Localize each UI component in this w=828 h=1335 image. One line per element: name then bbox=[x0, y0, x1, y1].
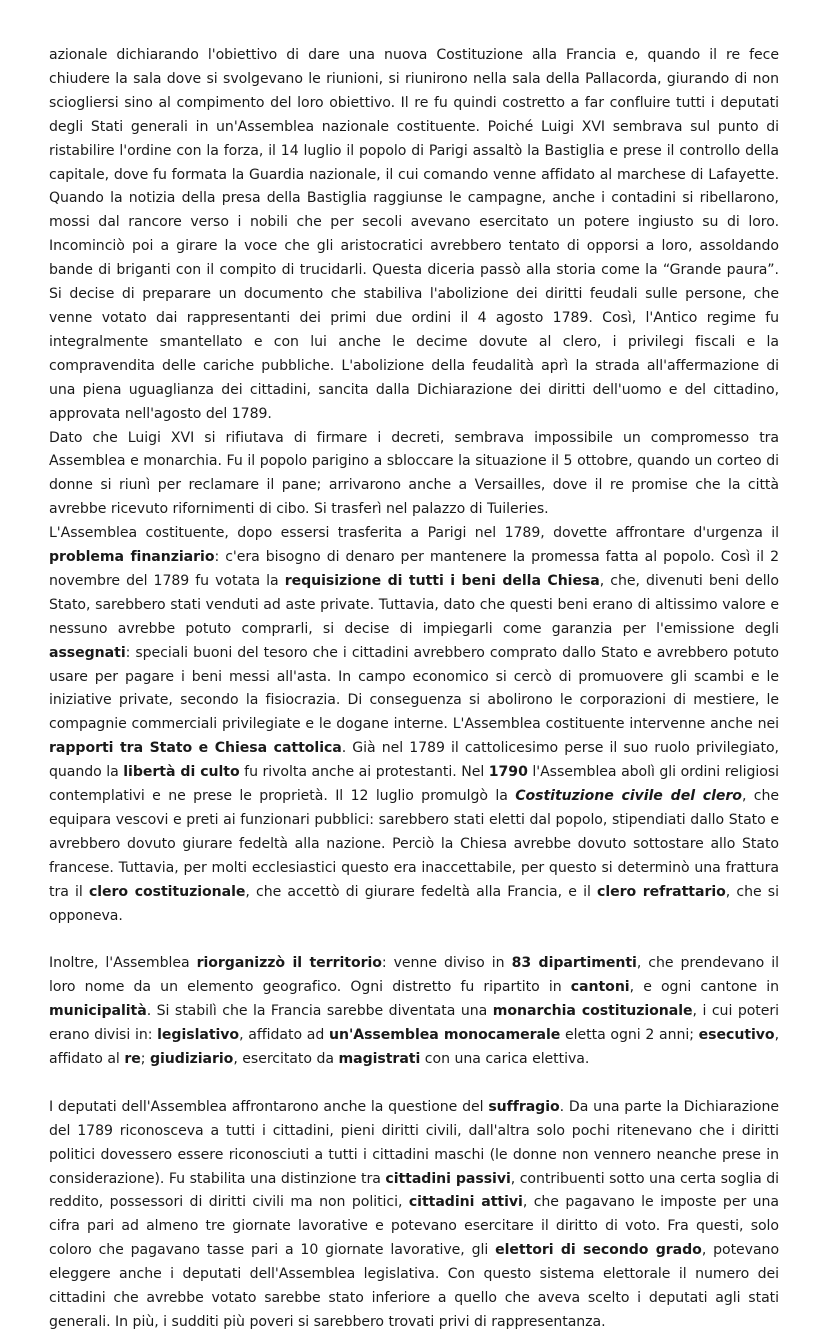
bold-term: rapporti tra Stato e Chiesa cattolica bbox=[49, 740, 342, 757]
text-run: . Si stabilì che la Francia sarebbe diventata una bbox=[146, 1003, 493, 1020]
bold-term: 1790 bbox=[488, 764, 528, 781]
paragraph bbox=[49, 952, 779, 1072]
text-run: , e ogni cantone in bbox=[629, 979, 779, 996]
text-run: , che accettò di giurare fedeltà alla Francia, e il bbox=[245, 883, 598, 900]
bold-term: elettori di secondo grado bbox=[495, 1242, 702, 1259]
bold-term: esecutivo bbox=[698, 1027, 775, 1044]
bold-term: re bbox=[124, 1051, 141, 1068]
bold-term: assegnati bbox=[49, 644, 126, 661]
text-run: , che pagavano le imposte per una cifra pari ad almeno tre giornate lavorative e potevano esercitare il diritto di voto. Fra questi, solo coloro che pagavano tasse pari a 10 giornate lavorative, gli bbox=[49, 1194, 780, 1259]
text-run: , che, divenuti beni dello Stato, sarebbero stati venduti ad aste private. Tuttavia, dato che questi beni erano di altissimo valore e nessuno avrebbe potuto comprarli, si decise di impiegarli come garanzia per l'emissione degli bbox=[49, 572, 779, 637]
bold-term: suffragio bbox=[488, 1098, 560, 1115]
bold-term: requisizione di tutti i beni della Chiesa bbox=[284, 572, 600, 589]
bold-term: monarchia costituzionale bbox=[492, 1003, 693, 1020]
text-run: , esercitato da bbox=[233, 1051, 339, 1068]
text-run: , contribuenti sotto una certa soglia di reddito, possessori di diritti civili ma non politici, bbox=[49, 1170, 779, 1211]
text-run: Inoltre, l'Assemblea bbox=[49, 955, 197, 972]
text-run: , che si opponeva. bbox=[49, 883, 779, 924]
text-run: azionale dichiarando l'obiettivo di dare una nuova Costituzione alla Francia e, quando il re fece chiudere la sala dove si svolgevano le riunioni, si riunirono nella sala della Pallacorda, giurando di non sciogliersi sino al compimento del loro obiettivo. Il re fu quindi costretto a far confluire tutti i deputati degli Stati generali in un'Assemblea nazionale costituente. Poiché Luigi XVI sembrava sul punto di ristabilire l'ordine con la forza, il 14 luglio il popolo di Parigi assaltò la Bastiglia e prese il controllo della capitale, dove fu formata la Guardia nazionale, il cui comando venne affidato al marchese di Lafayette. Quando la notizia della presa della Bastiglia raggiunse le campagne, anche i contadini si ribellarono, mossi dal rancore verso i nobili che per secoli avevano esercitato un potere ingiusto su di loro. Incominciò poi a girare la voce che gli aristocratici avrebbero tentato di opporsi a loro, assoldando bande di briganti con il compito di trucidarli. Questa diceria passò alla storia come la “Grande paura”. Si decise di preparare un documento che stabiliva l'abolizione dei diritti feudali sulle persone, che venne votato dai rappresentanti dei primi due ordini il 4 agosto 1789. Così, l'Antico regime fu integralmente smantellato e con lui anche le decime dovute al clero, i privilegi fiscali e la compravendita delle cariche pubbliche. L'abolizione della feudalità aprì la strada all'affermazione di una piena uguaglianza dei cittadini, sancita dalla Dichiarazione dei diritti dell'uomo e del cittadino, approvata nell'agosto del 1789. bbox=[49, 47, 779, 422]
text-run: : speciali buoni del tesoro che i cittadini avrebbero comprato dallo Stato e avrebbero potuto usare per pagare i beni messi all'asta. In campo economico si cercò di promuovere gli scambi e le iniziative private, secondo la fisiocrazia. Di conseguenza si abolirono le corporazioni di mestiere, le compagnie commerciali privilegiate e le dogane interne. L'Assemblea costituente intervenne anche nei bbox=[49, 644, 779, 733]
bold-term: giudiziario bbox=[149, 1051, 234, 1068]
bold-term: clero costituzionale bbox=[88, 883, 246, 900]
text-run: Dato che Luigi XVI si rifiutava di firmare i decreti, sembrava impossibile un compromesso tra Assemblea e monarchia. Fu il popolo parigino a sbloccare la situazione il 5 ottobre, quando un corteo di donne si riunì per reclamare il pane; arrivarono anche a Versailles, dove il re promise che la città avrebbe ricevuto rifornimenti di cibo. Si trasferì nel palazzo di Tuileries. bbox=[49, 429, 779, 518]
bold-term: un'Assemblea monocamerale bbox=[329, 1027, 561, 1044]
text-run: , potevano eleggere anche i deputati dell'Assemblea legislativa. Con questo sistema elettorale il numero dei cittadini che avrebbe votato sarebbe stato inferiore a quello che aveva scelto i deputati agli stati generali. In più, i sudditi più poveri si sarebbero trovati privi di rappresentanza. bbox=[49, 1242, 780, 1330]
text-run: con una carica elettiva. bbox=[420, 1051, 590, 1068]
text-run: , i cui poteri erano divisi in: bbox=[49, 1003, 779, 1044]
bold-term: cittadini passivi bbox=[385, 1170, 511, 1187]
text-run: : venne diviso in bbox=[381, 955, 512, 972]
bold-italic-term: Costituzione civile del clero bbox=[515, 788, 742, 805]
text-run: . Da una parte la Dichiarazione del 1789 riconosceva a tutti i cittadini, pieni diritti civili, dall'altra solo pochi ritenevano che i diritti politici dovessero essere riconosciuti a tutti i cittadini maschi (le donne non vennero neanche prese in considerazione). Fu stabilita una distinzione tra bbox=[49, 1098, 780, 1187]
bold-term: cantoni bbox=[570, 979, 630, 996]
text-run: eletta ogni 2 anni; bbox=[560, 1027, 699, 1044]
bold-term: libertà di culto bbox=[123, 764, 240, 781]
paragraph bbox=[49, 522, 779, 928]
text-run: : c'era bisogno di denaro per mantenere la promessa fatta al popolo. Così il 2 novembre del 1789 fu votata la bbox=[49, 549, 779, 589]
text-run: . Già nel 1789 il cattolicesimo perse il suo ruolo privilegiato, quando la bbox=[49, 740, 779, 781]
paragraph bbox=[49, 427, 779, 523]
bold-term: problema finanziario bbox=[49, 549, 215, 566]
bold-term: magistrati bbox=[338, 1051, 421, 1068]
document-body bbox=[49, 44, 779, 1335]
text-run: l'Assemblea abolì gli ordini religiosi contemplativi e ne prese le proprietà. Il 12 luglio promulgò la bbox=[49, 764, 780, 805]
bold-term: clero refrattario bbox=[597, 883, 726, 900]
text-run: , affidato al bbox=[49, 1027, 779, 1068]
bold-term: legislativo bbox=[157, 1027, 240, 1044]
bold-term: riorganizzò il territorio bbox=[196, 955, 382, 972]
text-run: , che prendevano il loro nome da un elemento geografico. Ogni distretto fu ripartito in bbox=[49, 955, 779, 996]
text-run: L'Assemblea costituente, dopo essersi trasferita a Parigi nel 1789, dovette affrontare d'urgenza il bbox=[49, 525, 779, 542]
text-run: I deputati dell'Assemblea affrontarono anche la questione del bbox=[49, 1098, 489, 1115]
paragraph bbox=[49, 44, 779, 427]
text-run: fu rivolta anche ai protestanti. Nel bbox=[239, 764, 489, 781]
text-run: ; bbox=[140, 1051, 150, 1068]
text-run: , affidato ad bbox=[239, 1027, 329, 1044]
bold-term: cittadini attivi bbox=[408, 1194, 523, 1211]
paragraph bbox=[49, 1096, 779, 1335]
text-run: , che equipara vescovi e preti ai funzionari pubblici: sarebbero stati eletti dal popolo, stipendiati dallo Stato e avrebbero dovuto giurare fedeltà alla nazione. Perciò la Chiesa avrebbe dovuto sottostare allo Stato francese. Tuttavia, per molti ecclesiastici questo era inaccettabile, per questo si determinò una frattura tra il bbox=[49, 788, 779, 900]
bold-term: 83 dipartimenti bbox=[511, 955, 637, 972]
bold-term: municipalità bbox=[49, 1003, 147, 1020]
